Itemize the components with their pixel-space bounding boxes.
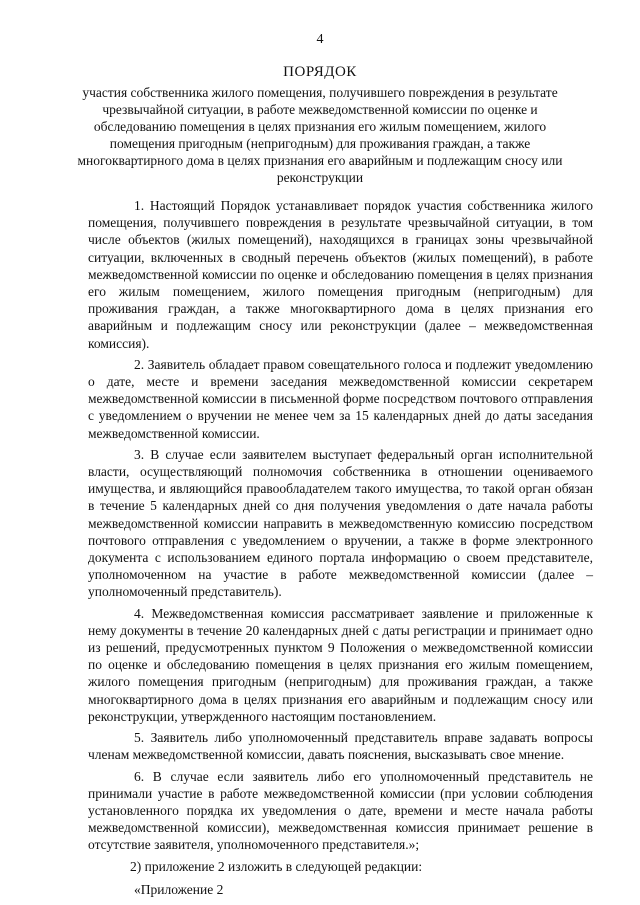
document-body: [88, 197, 593, 902]
paragraph-1: 1. Настоящий Порядок устанавливает порядок участия собственника жилого помещения, получившего повреждения в результате чрезвычайной ситуации, в том числе объектов (жилых помещений), находящихся в границах зоны чрезвычайной ситуации, включенных в сводный перечень объектов (жилых помещений), в работе межведомственной комиссии по оценке и обследованию помещения в целях признания его жилым помещением, жилого помещения пригодным (непригодным) для проживания граждан, а также многоквартирного дома в целях признания его аварийным и подлежащим сносу или реконструкции (далее – межведомственная комиссия).: [88, 198, 593, 351]
page-number: 4: [316, 32, 324, 47]
amendment-line: 2) приложение 2 изложить в следующей редакции:: [130, 858, 423, 874]
document-subtitle: участия собственника жилого помещения, получившего повреждения в результате чрезвычайной ситуации, в работе межведомственной комиссии по оценке и обследованию помещения в целях признания его жилым помещением, жилого помещения пригодным (непригодным) для проживания граждан, а также многоквартирного дома в целях признания его аварийным и подлежащим сносу или реконструкции: [77, 85, 563, 185]
paragraph-6: 6. В случае если заявитель либо его уполномоченный представитель не принимали участие в работе межведомственной комиссии (при условии соблюдения установленного порядка их уведомления о дате, времени и месте начала работы межведомственной комиссии), межведомственная комиссия принимает решение в отсутствие заявителя, уполномоченного представителя.»;: [88, 768, 593, 853]
document-heading: ПОРЯДОК: [283, 64, 357, 80]
paragraph-4: 4. Межведомственная комиссия рассматривает заявление и приложенные к нему документы в течение 20 календарных дней с даты регистрации и принимает одно из решений, предусмотренных пунктом 9 Положения о межведомственной комиссии по оценке и обследованию помещения в целях признания его жилым помещением, жилого помещения пригодным (непригодным) для проживания граждан, а также многоквартирного дома в целях признания его аварийным и подлежащим сносу или реконструкции, утвержденного настоящим постановлением.: [88, 605, 593, 724]
paragraph-5: 5. Заявитель либо уполномоченный представитель вправе задавать вопросы членам межведомственной комиссии, давать пояснения, высказывать свое мнение.: [88, 730, 593, 763]
appendix-label: «Приложение 2: [134, 881, 224, 897]
paragraph-2: 2. Заявитель обладает правом совещательного голоса и подлежит уведомлению о дате, месте и времени заседания межведомственной комиссии секретарем межведомственной комиссии в письменной форме посредством почтового отправления с уведомлением о вручении не менее чем за 15 календарных дней до даты заседания межведомственной комиссии.: [88, 356, 593, 441]
paragraph-3: 3. В случае если заявителем выступает федеральный орган исполнительной власти, осуществляющий полномочия собственника в отношении оцениваемого имущества, и являющийся правообладателем такого имущества, то такой орган обязан в течение 5 календарных дней со дня получения уведомления о дате начала работы межведомственной комиссии направить в межведомственную комиссию посредством почтового отправления с уведомлением о вручении, а также в форме электронного документа с использованием единого портала информацию о своем представителе, уполномоченном на участие в работе межведомственной комиссии (далее – уполномоченный представитель).: [88, 446, 593, 600]
